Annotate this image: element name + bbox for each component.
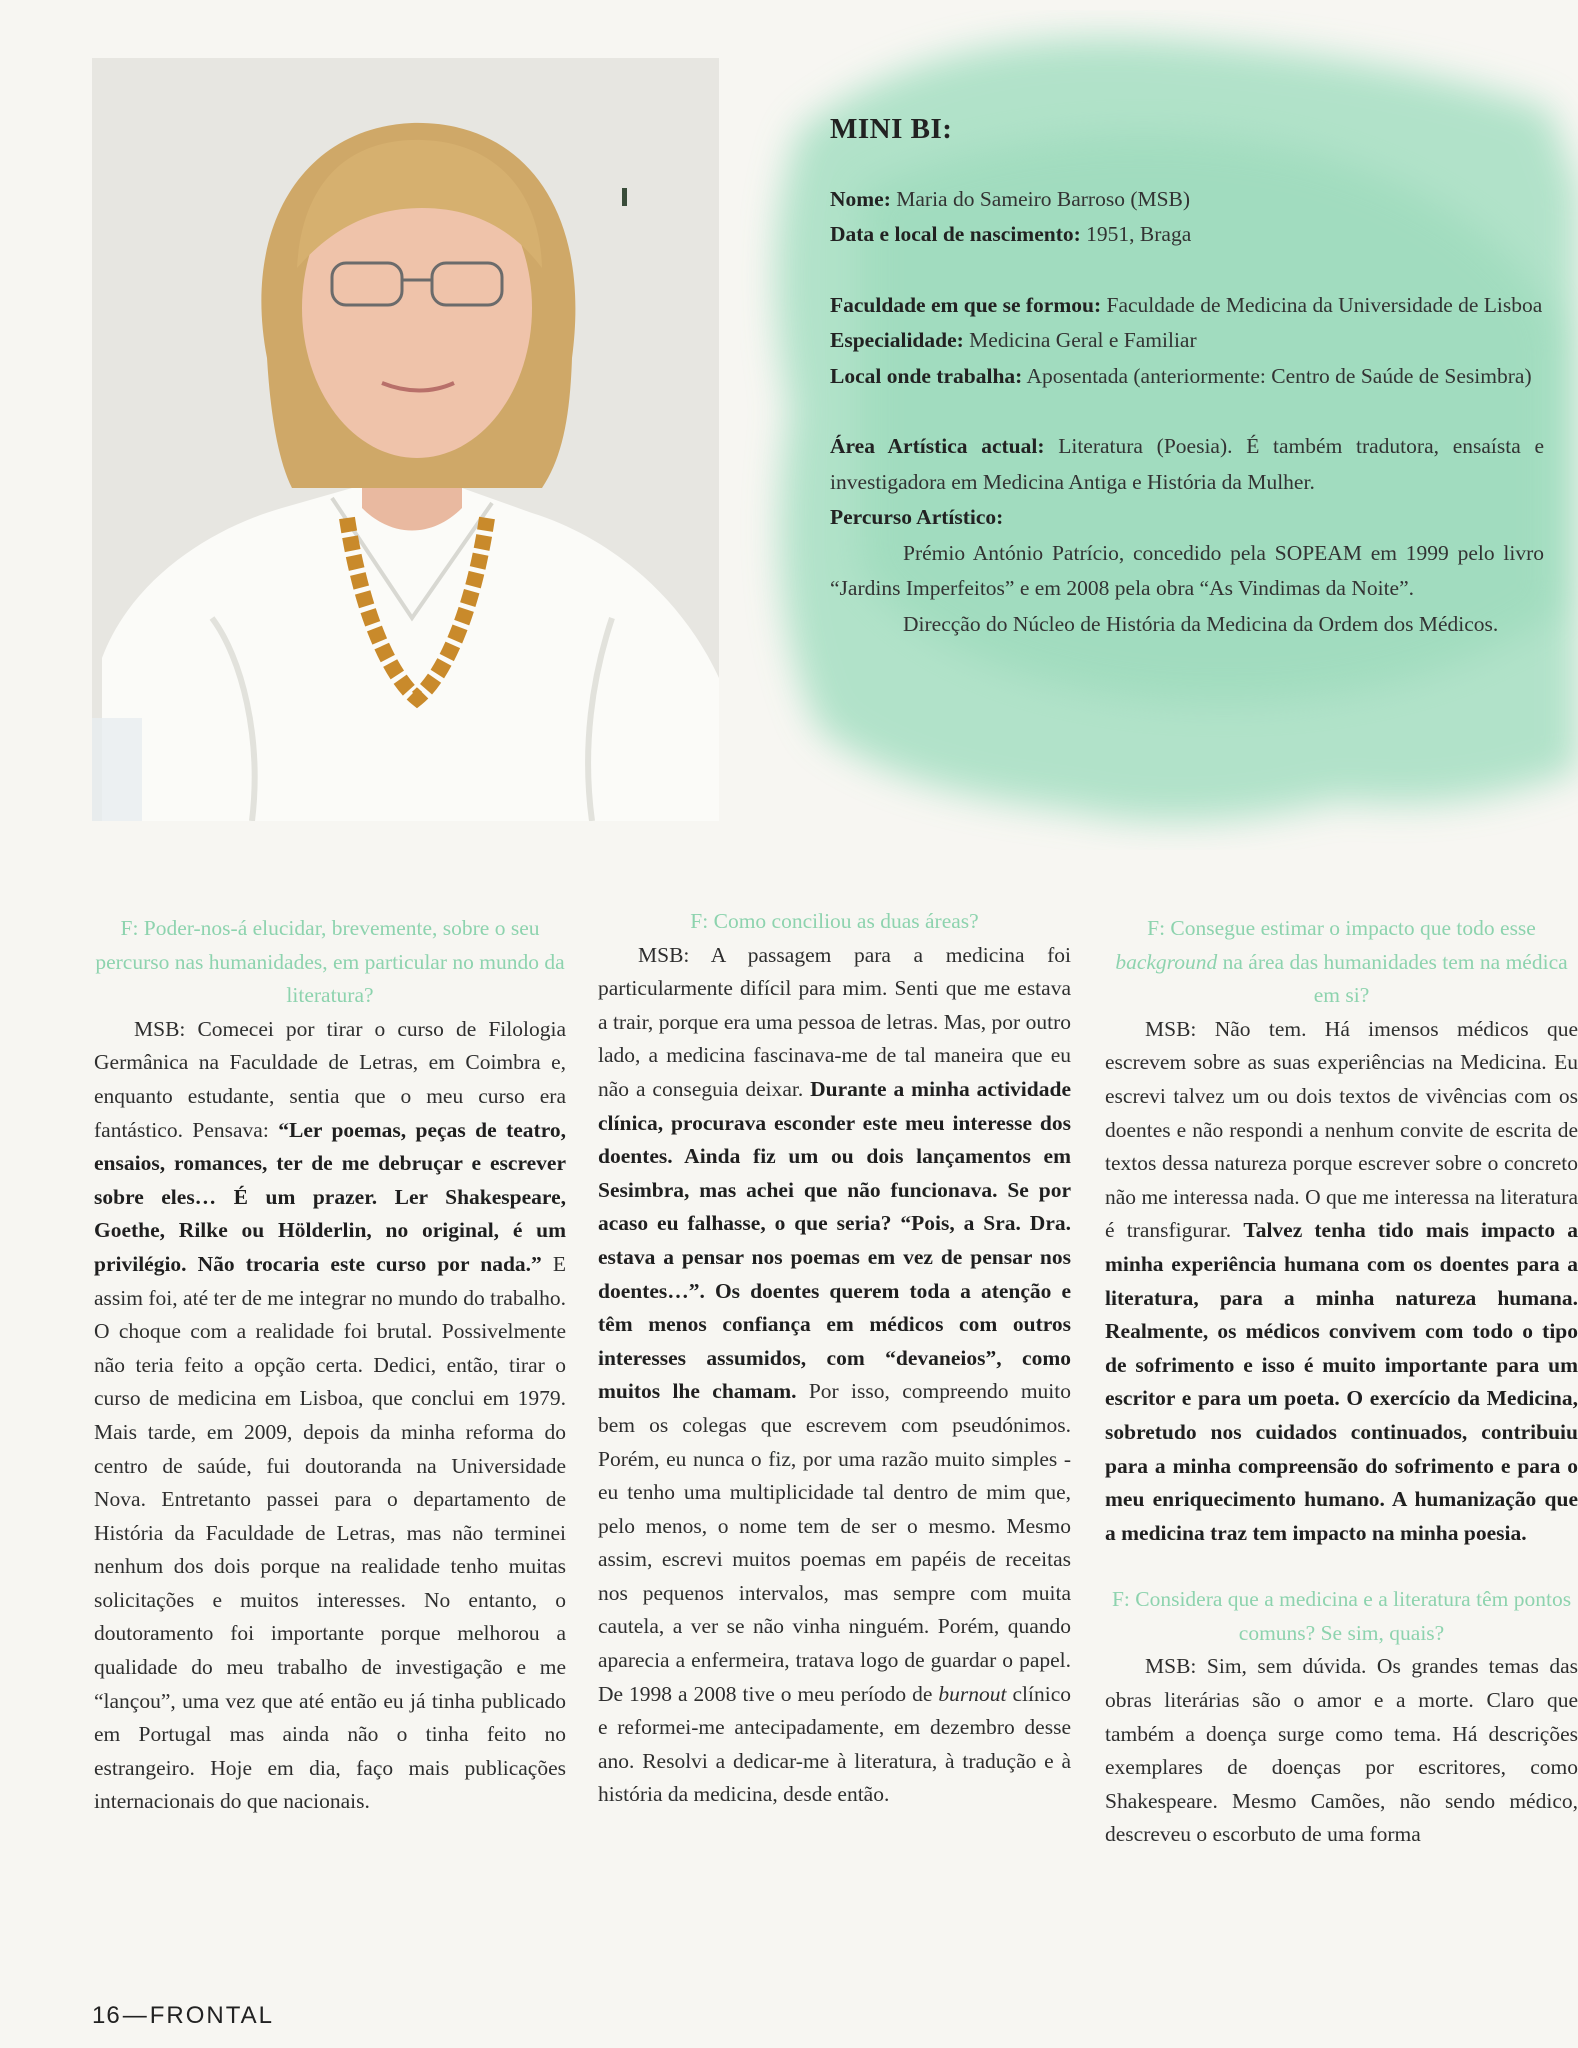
- bio-path-label: Percurso Artístico:: [830, 505, 1004, 529]
- answer-1-start: MSB: Comecei por tirar o curso de Filologia Germânica na Faculdade de Letras, em Coimbra e, enquanto estudante, sentia que o meu curso era fantástico. Pensava:: [94, 1016, 566, 1142]
- answer-2: [598, 939, 1071, 1812]
- magazine-brand: FRONTAL: [149, 2002, 274, 2029]
- bio-work-line: [830, 359, 1544, 395]
- question-3-italic: background: [1115, 949, 1218, 974]
- bio-name-value: Maria do Sameiro Barroso (MSB): [890, 186, 1191, 211]
- bio-path-award: Prémio António Patrício, concedido pela SOPEAM em 1999 pelo livro “Jardins Imperfeitos” e em 2008 pela obra “As Vindimas da Noite”.: [830, 540, 1544, 600]
- bio-specialty-line: [830, 323, 1544, 359]
- bio-heading: MINI BI:: [830, 113, 953, 145]
- question-1: F: Poder-nos-á elucidar, brevemente, sobre o seu percurso nas humanidades, em particular no mundo da literatura?: [95, 916, 565, 1008]
- answer-2-bold: Durante a minha actividade clínica, procurava esconder este meu interesse dos doentes. Ainda fiz um ou dois lançamentos em Sesimbra, mas achei que não funcionava. Se por acaso eu falhasse, o que seria? “Pois, a Sra. Dra. estava a pensar nos poemas em vez de pensar nos doentes…”. Os doentes querem toda a atenção e têm menos confiança em médicos com outros interesses assumidos, com “devaneios”, como muitos lhe chamam.: [598, 1076, 1071, 1404]
- article-column-1: [94, 912, 566, 1819]
- answer-3-start: MSB: Não tem. Há imensos médicos que escrevem sobre as suas experiências na Medicina. Eu escrevi talvez um ou dois textos de vivências com os doentes e não respondi a nenhum convite de escrita de textos dessa natureza porque escrever sobre o concreto não me interessa nada. O que me interessa na literatura é transfigurar.: [1105, 1016, 1578, 1243]
- answer-1: [94, 1013, 566, 1819]
- bio-faculty-label: Faculdade em que se formou:: [830, 292, 1102, 317]
- answer-1-end: E assim foi, até ter de me integrar no mundo do trabalho. O choque com a realidade foi brutal. Possivelmente não teria feito a opção certa. Dedici, então, tirar o curso de medicina em Lisboa, que conclui em 1979. Mais tarde, em 2009, depois da minha reforma do centro de saúde, fui doutoranda na Universidade Nova. Entretanto passei para o departamento de História da Faculdade de Letras, mas não terminei nenhum dos dois porque na realidade tenho muitas solicitações e muitos interesses. No entanto, o doutoramento foi importante porque melhorou a qualidade do meu trabalho de investigação e me “lançou”, uma vez que até então eu já tinha publicado em Portugal mas ainda não o tinha feito no estrangeiro. Hoje em dia, faço mais publicações internacionais do que nacionais.: [94, 1251, 566, 1814]
- answer-4: MSB: Sim, sem dúvida. Os grandes temas das obras literárias são o amor e a morte. Claro que também a doença surge como tema. Há descrições exemplares de doenças por escritores, como Shakespeare. Mesmo Camões, não sendo médico, descreveu o escorbuto de uma forma: [1105, 1654, 1578, 1847]
- bio-art-value: Literatura (Poesia). É também tradutora, ensaísta e investigadora em Medicina Antiga e História da Mulher.: [830, 434, 1545, 494]
- question-3-start: F: Consegue estimar o impacto que todo esse: [1147, 916, 1536, 940]
- bio-specialty-value: Medicina Geral e Familiar: [963, 328, 1197, 352]
- article-column-2: [598, 905, 1071, 1812]
- bio-faculty-line: [830, 288, 1544, 324]
- bio-path-line: [830, 500, 1544, 536]
- question-3: [1105, 912, 1578, 1013]
- question-4: F: Considera que a medicina e a literatura têm pontos comuns? Se sim, quais?: [1111, 1587, 1572, 1645]
- bio-work-label: Local onde trabalha:: [830, 363, 1023, 388]
- question-2: F: Como conciliou as duas áreas?: [690, 909, 979, 933]
- bio-birth-label: Data e local de nascimento:: [830, 222, 1081, 246]
- answer-3: [1105, 1013, 1578, 1551]
- answer-1-quote: “Ler poemas, peças de teatro, ensaios, romances, ter de me debruçar e escrever sobre eles… É um prazer. Ler Shakespeare, Goethe, Rilke ou Hölderlin, no original, é um privilégio. Não trocaria este curso por nada.”: [94, 1117, 566, 1276]
- page-footer: [92, 2002, 274, 2030]
- answer-3-bold: Talvez tenha tido mais impacto a minha experiência humana com os doentes para a literatura, para a minha natureza humana. Realmente, os médicos convivem com todo o tipo de sofrimento e isso é muito importante para um escritor e para um poeta. O exercício da Medicina, sobretudo nos cuidados continuados, contribuiu para a minha compreensão do sofrimento e para o meu enriquecimento humano. A humanização que a medicina traz tem impacto na minha poesia.: [1105, 1218, 1578, 1545]
- bio-birth-line: [830, 217, 1544, 253]
- footer-dash: —: [122, 2002, 148, 2029]
- bio-name-label: Nome:: [830, 186, 891, 211]
- answer-2-start: MSB: A passagem para a medicina foi particularmente difícil para mim. Senti que me estava a trair, porque era uma pessoa de letras. Mas, por outro lado, a medicina fascinava-me de tal maneira que eu não a conseguia deixar.: [598, 942, 1071, 1101]
- article-column-3: [1105, 912, 1578, 1852]
- bio-birth-value: 1951, Braga: [1080, 222, 1192, 246]
- bio-work-value: Aposentada (anteriormente: Centro de Saúde de Sesimbra): [1022, 363, 1532, 388]
- bio-specialty-label: Especialidade:: [830, 328, 964, 352]
- bio-art-line: [830, 429, 1544, 500]
- answer-2-end: clínico e reformei-me antecipadamente, em dezembro desse ano. Resolvi a dedicar-me à literatura, à tradução e à história da medicina, desde então.: [598, 1681, 1071, 1807]
- answer-2-mid: Por isso, compreendo muito bem os colegas que escrevem com pseudónimos. Porém, eu nunca o fiz, por uma razão muito simples - eu tenho uma multiplicidade tal dentro de mim que, pelo menos, o nome tem de ser o mesmo. Mesmo assim, escrevi muitos poemas em papéis de receitas nos pequenos intervalos, mas sempre com muita cautela, a ver se não vinha ninguém. Porém, quando aparecia a enfermeira, tratava logo de guardar o papel. De 1998 a 2008 tive o meu período de: [598, 1379, 1071, 1706]
- mini-bio: [830, 112, 1544, 642]
- portrait-illustration: [92, 58, 719, 821]
- bio-path-direction: Direcção do Núcleo de História da Medicina da Ordem dos Médicos.: [903, 611, 1499, 636]
- page-number: 16: [92, 2002, 121, 2029]
- bio-name-line: [830, 182, 1544, 218]
- question-3-end: na área das humanidades tem na médica em si?: [1217, 949, 1568, 1008]
- bio-art-label: Área Artística actual:: [830, 434, 1045, 458]
- portrait-photo: [92, 58, 719, 821]
- bio-faculty-value: Faculdade de Medicina da Universidade de Lisboa: [1101, 292, 1543, 317]
- answer-2-italic: burnout: [938, 1681, 1007, 1706]
